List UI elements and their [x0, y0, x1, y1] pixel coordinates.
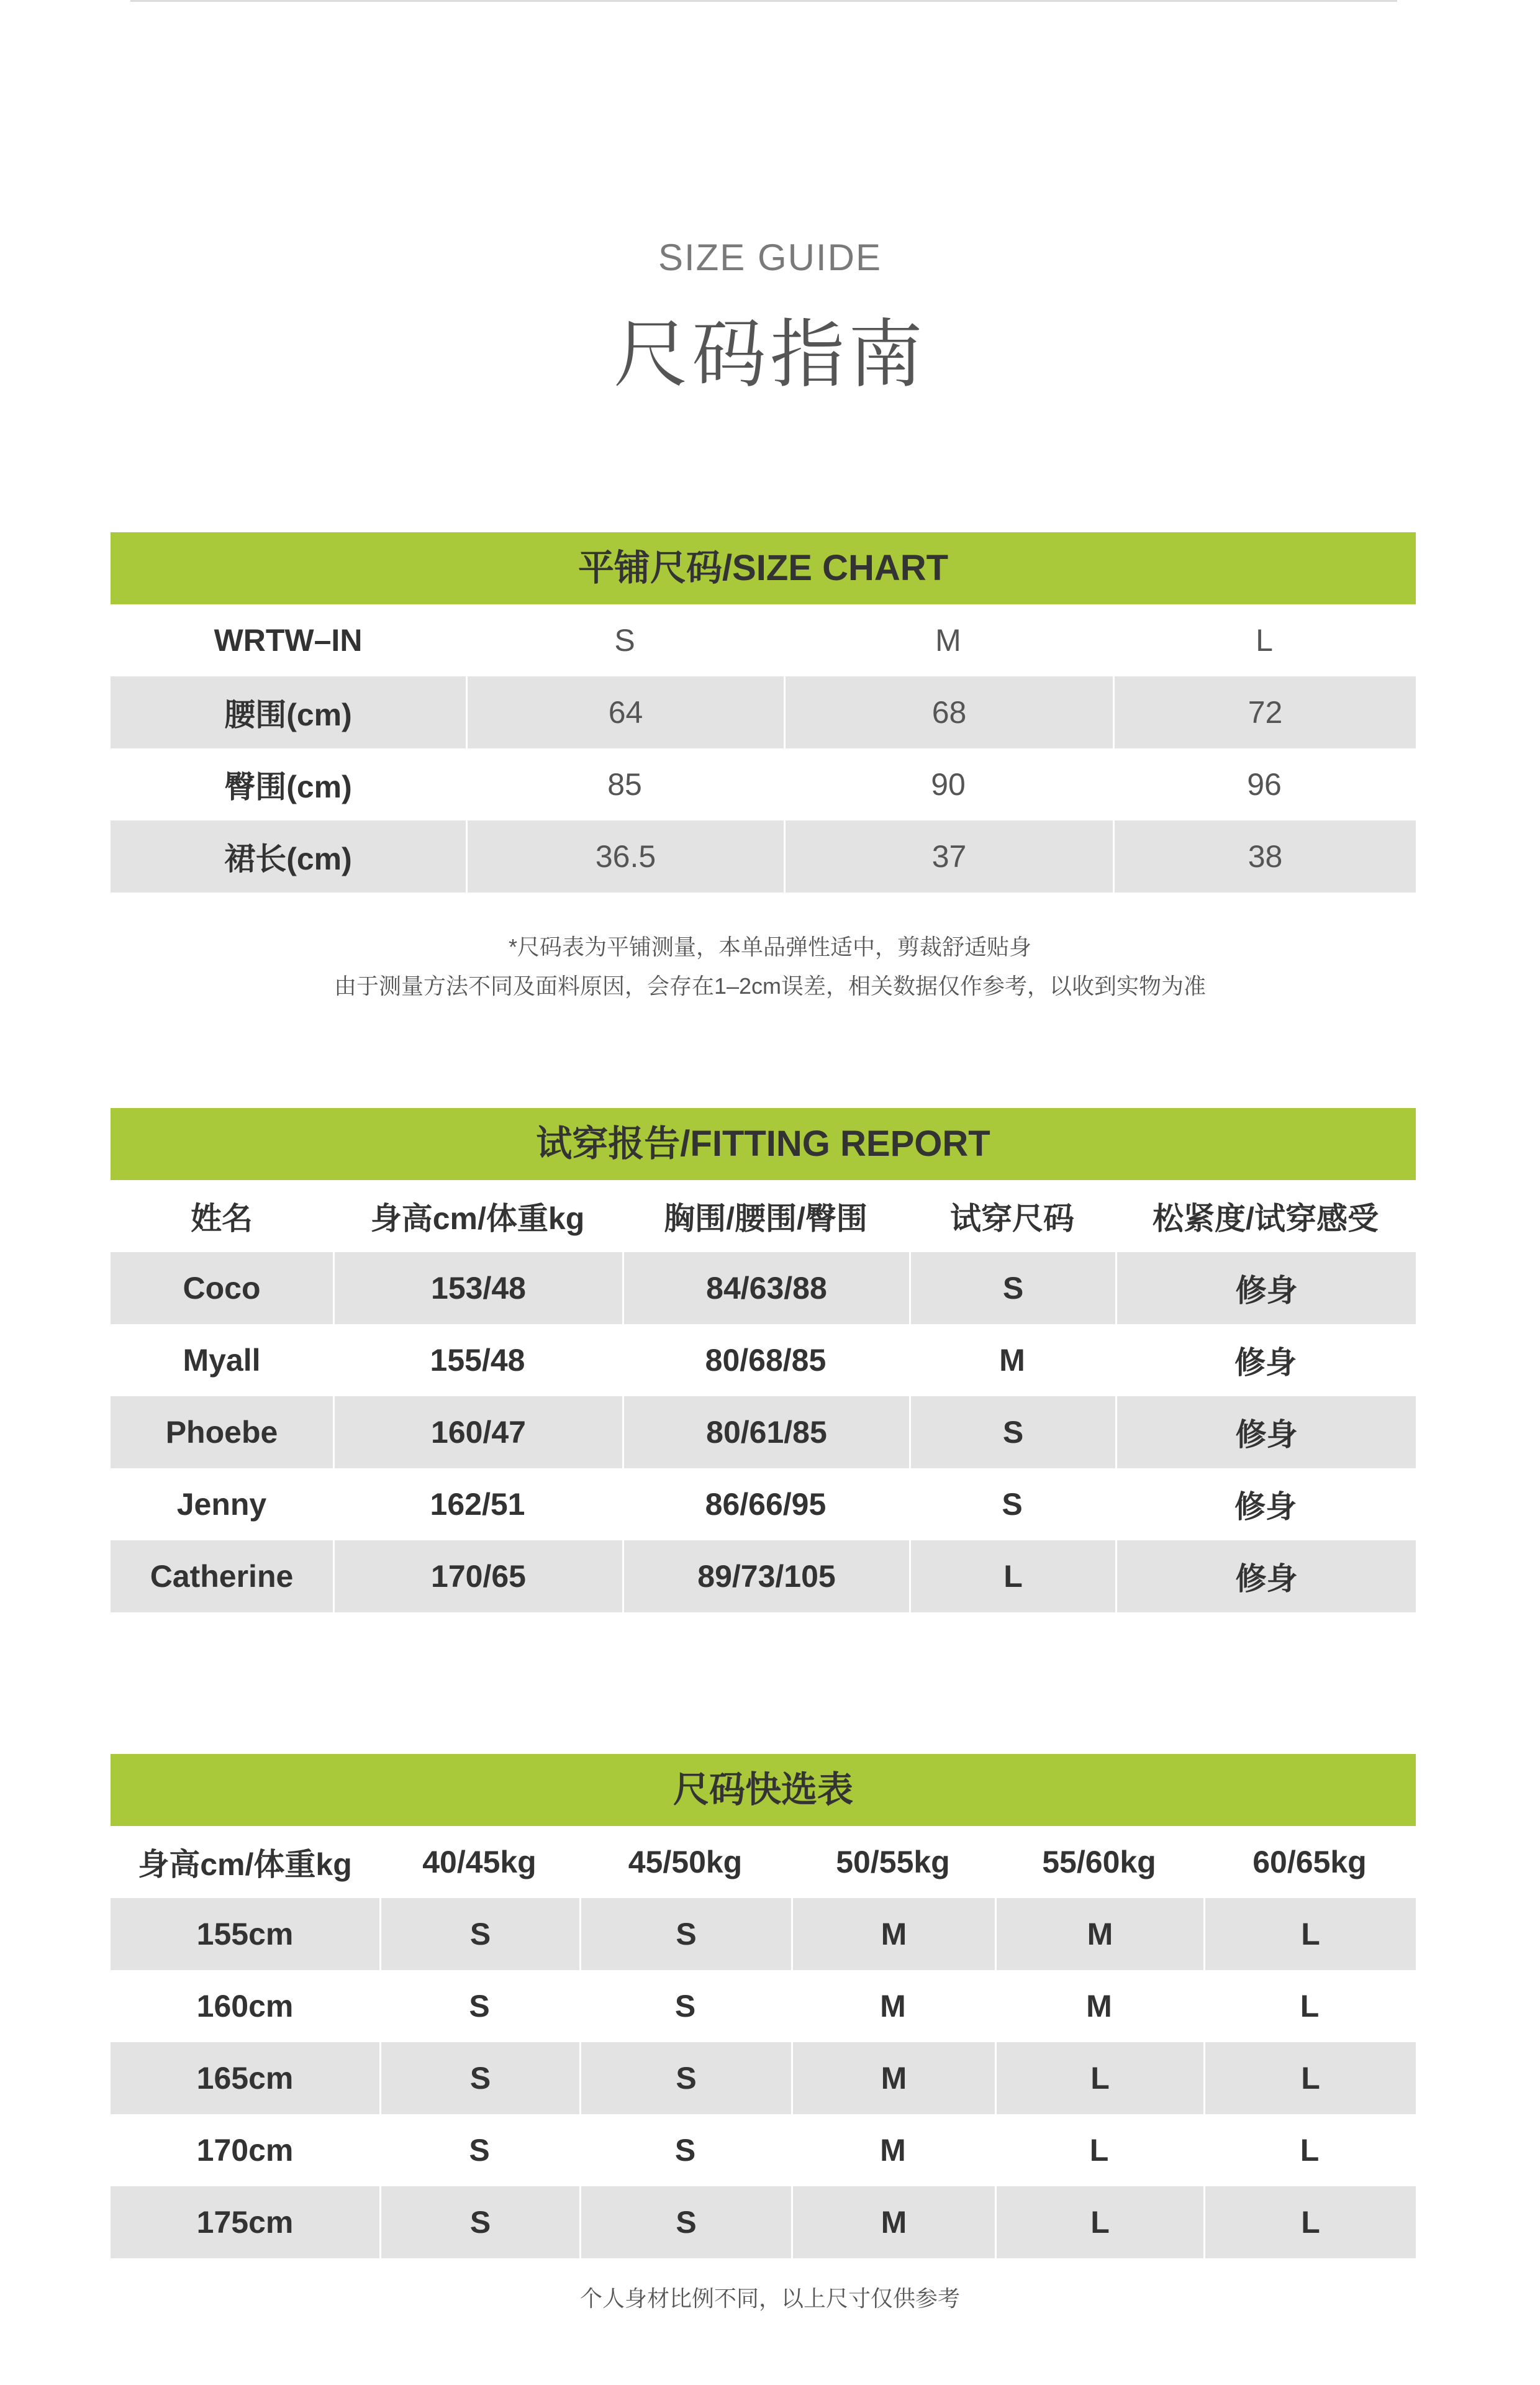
table-cell: 86/66/95: [705, 1487, 827, 1522]
table-cell: L: [1300, 2133, 1320, 2168]
quick-size-header-cell: 45/50kg: [628, 1845, 743, 1879]
page-subtitle: SIZE GUIDE: [658, 237, 882, 278]
size-chart-note: 由于测量方法不同及面料原因，会存在1–2cm误差，相关数据仅作参考，以收到实物为准: [333, 973, 1207, 999]
table-row: [111, 2186, 1416, 2258]
table-cell: M: [791, 1898, 995, 1970]
quick-size-header-row: [111, 1826, 1416, 1898]
fitting-report-header-row: [111, 1180, 1416, 1252]
table-cell: S: [674, 1989, 696, 2024]
table-row: [111, 820, 1416, 893]
table-cell: L: [995, 2186, 1203, 2258]
table-row: [111, 1540, 1416, 1612]
table-row: [111, 1324, 1416, 1396]
table-cell: S: [379, 1898, 579, 1970]
table-cell: 修身: [1234, 1345, 1297, 1380]
fitting-report-header-cell: 胸围/腰围/臀围: [664, 1201, 867, 1236]
table-cell: 38: [1113, 820, 1416, 893]
table-cell: 162/51: [430, 1487, 525, 1522]
table-cell: 160cm: [196, 1989, 294, 2024]
table-cell: 64: [466, 676, 784, 748]
table-cell: S: [579, 1898, 791, 1970]
quick-size-title: 尺码快选表: [111, 1754, 1416, 1826]
table-cell: 85: [607, 767, 642, 802]
table-cell: 170cm: [196, 2133, 294, 2168]
table-cell: 68: [784, 676, 1113, 748]
table-cell: S: [674, 2133, 696, 2168]
table-cell: 155cm: [196, 1917, 294, 1951]
table-cell: L: [995, 2042, 1203, 2114]
table-cell: S: [379, 2042, 579, 2114]
table-cell: 72: [1113, 676, 1416, 748]
size-chart-header-cell: S: [614, 623, 635, 658]
size-chart-header-row: [111, 604, 1416, 676]
table-cell: 170/65: [333, 1540, 622, 1612]
table-cell: M: [791, 2042, 995, 2114]
table-cell: L: [1089, 2133, 1109, 2168]
table-cell: L: [1300, 1989, 1320, 2024]
table-cell: Jenny: [176, 1487, 267, 1522]
table-cell: L: [1203, 1898, 1416, 1970]
size-chart-title: 平铺尺码/SIZE CHART: [111, 532, 1416, 604]
top-divider: [130, 0, 1397, 2]
table-cell: 90: [931, 767, 966, 802]
fitting-report-header-cell: 试穿尺码: [950, 1201, 1074, 1236]
table-cell: S: [1002, 1487, 1023, 1522]
table-cell: 165cm: [196, 2061, 294, 2096]
size-chart-header-cell: M: [935, 623, 961, 658]
table-cell: Coco: [183, 1271, 261, 1306]
table-cell: L: [1203, 2186, 1416, 2258]
table-cell: 89/73/105: [622, 1540, 909, 1612]
quick-size-footnote: 个人身材比例不同，以上尺寸仅供参考: [579, 2286, 960, 2311]
table-cell: M: [1086, 1989, 1112, 2024]
fitting-report-header-cell: 姓名: [191, 1201, 253, 1236]
table-cell: Phoebe: [165, 1415, 278, 1450]
table-cell: M: [880, 1989, 906, 2024]
quick-size-header-cell: 50/55kg: [836, 1845, 950, 1879]
table-cell: M: [880, 2133, 906, 2168]
size-chart-header-cell: L: [1256, 623, 1273, 658]
table-cell: 96: [1247, 767, 1282, 802]
table-cell: 37: [784, 820, 1113, 893]
fitting-report-title: 试穿报告/FITTING REPORT: [111, 1108, 1416, 1180]
table-cell: Catherine: [150, 1559, 294, 1594]
table-row: [111, 1252, 1416, 1324]
table-cell: 153/48: [333, 1252, 622, 1324]
quick-size-header-cell: 40/45kg: [422, 1845, 537, 1879]
table-cell: S: [469, 1989, 490, 2024]
table-cell: 80/61/85: [622, 1396, 909, 1468]
table-cell: L: [909, 1540, 1115, 1612]
table-cell: 155/48: [430, 1343, 525, 1378]
table-cell: 36.5: [466, 820, 784, 893]
table-row: [111, 2114, 1416, 2186]
table-cell: S: [469, 2133, 490, 2168]
table-row: [111, 1970, 1416, 2042]
table-cell: 修身: [1115, 1540, 1416, 1612]
table-row: [111, 1396, 1416, 1468]
table-row: [111, 748, 1416, 820]
quick-size-header-cell: 身高cm/体重kg: [138, 1847, 352, 1882]
table-cell: S: [909, 1396, 1115, 1468]
table-row: [111, 2042, 1416, 2114]
table-cell: M: [995, 1898, 1203, 1970]
table-cell: 160/47: [333, 1396, 622, 1468]
quick-size-table: [111, 1754, 1416, 2258]
size-chart-header-cell: WRTW–IN: [214, 623, 363, 658]
table-cell: 腰围(cm): [224, 697, 352, 732]
size-chart-note: *尺码表为平铺测量，本单品弹性适中，剪裁舒适贴身: [508, 934, 1031, 960]
table-cell: 175cm: [196, 2205, 294, 2240]
table-cell: 80/68/85: [705, 1343, 827, 1378]
fitting-report-header-cell: 身高cm/体重kg: [370, 1201, 585, 1236]
table-cell: M: [999, 1343, 1025, 1378]
table-cell: S: [579, 2042, 791, 2114]
fitting-report-table: [111, 1108, 1416, 1612]
table-cell: S: [909, 1252, 1115, 1324]
table-row: [111, 1468, 1416, 1540]
table-cell: 臀围(cm): [224, 770, 352, 804]
table-cell: L: [1203, 2042, 1416, 2114]
size-chart-table: [111, 532, 1416, 893]
table-row: [111, 676, 1416, 748]
table-cell: 修身: [1115, 1396, 1416, 1468]
table-row: [111, 1898, 1416, 1970]
table-cell: S: [379, 2186, 579, 2258]
table-cell: 84/63/88: [622, 1252, 909, 1324]
table-cell: Myall: [183, 1343, 261, 1378]
quick-size-header-cell: 55/60kg: [1042, 1845, 1156, 1879]
page-title: 尺码指南: [614, 313, 926, 396]
fitting-report-header-cell: 松紧度/试穿感受: [1153, 1201, 1379, 1236]
table-cell: S: [579, 2186, 791, 2258]
table-cell: 修身: [1115, 1252, 1416, 1324]
table-cell: 修身: [1234, 1489, 1297, 1524]
table-cell: M: [791, 2186, 995, 2258]
table-cell: 裙长(cm): [224, 842, 352, 876]
quick-size-header-cell: 60/65kg: [1252, 1845, 1367, 1879]
